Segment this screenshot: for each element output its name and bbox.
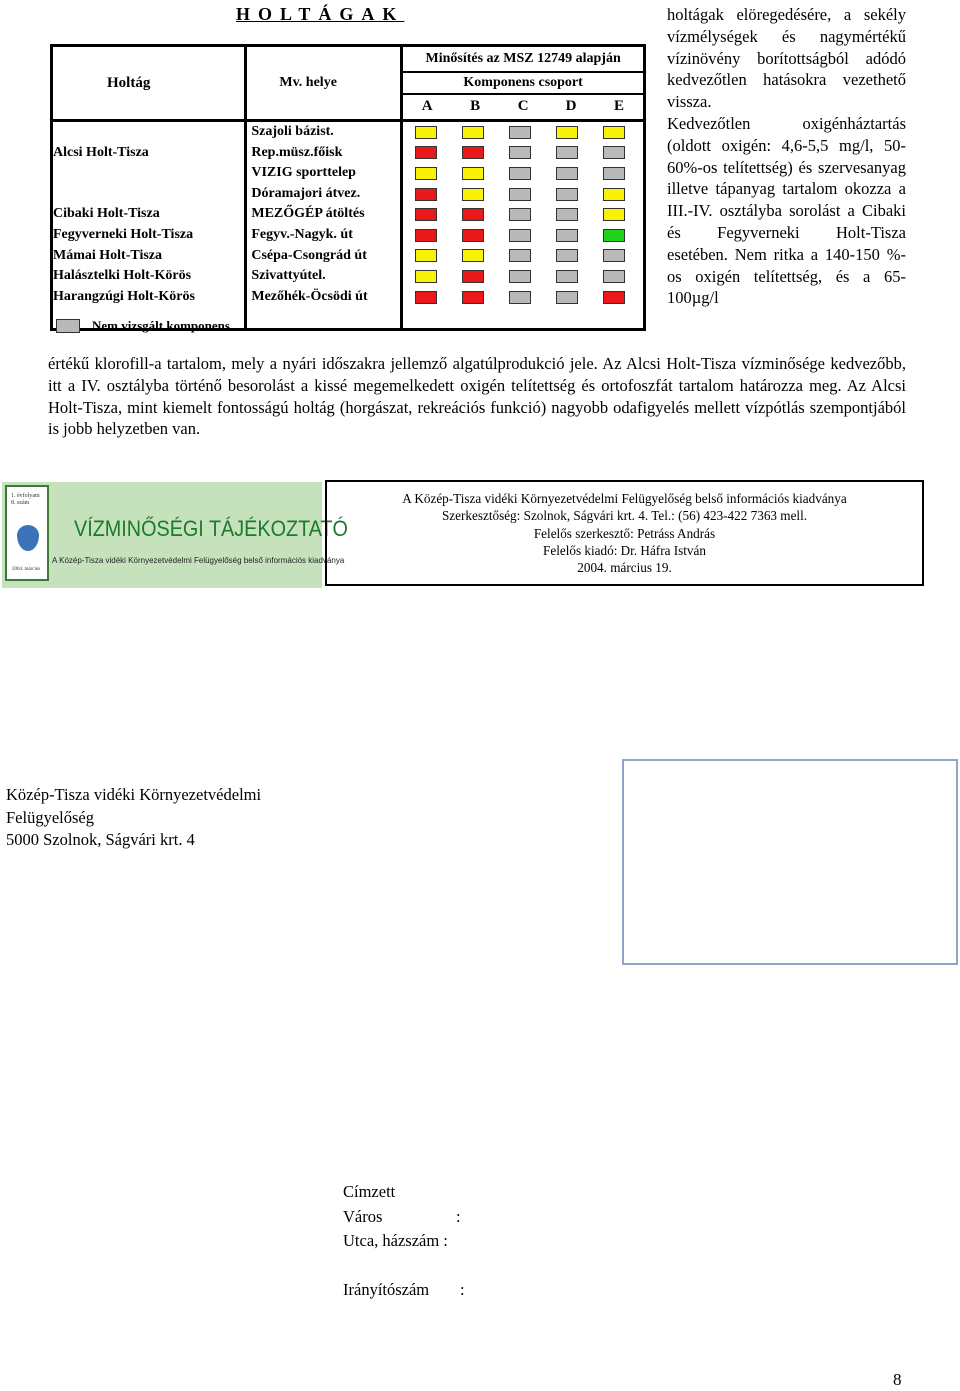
rating-row xyxy=(403,122,643,143)
rating-box xyxy=(415,229,437,242)
ratings-cell xyxy=(402,121,645,330)
rating-box xyxy=(556,270,578,283)
thumb-issue: 1. évfolyam 8. szám xyxy=(11,493,40,506)
rating-box xyxy=(415,188,437,201)
rating-box xyxy=(415,208,437,221)
sender-line: 5000 Szolnok, Ságvári krt. 4 xyxy=(6,830,195,849)
header-quality xyxy=(402,46,645,121)
rating-box xyxy=(462,188,484,201)
holtag-name xyxy=(53,184,244,205)
page-number: 8 xyxy=(893,1370,902,1389)
rating-row xyxy=(403,163,643,184)
column-label: E xyxy=(614,98,625,114)
names-cell xyxy=(52,121,246,330)
rating-box xyxy=(509,208,531,221)
rating-box xyxy=(603,146,625,159)
info-line: 2004. március 19. xyxy=(577,560,672,576)
rating-box xyxy=(556,208,578,221)
rating-row xyxy=(403,143,643,164)
rating-box xyxy=(462,126,484,139)
rating-row xyxy=(403,287,643,308)
thumb-date: 2004. március xyxy=(12,567,41,572)
monitoring-location: MEZŐGÉP átöltés xyxy=(251,206,365,222)
header-columns xyxy=(403,95,643,117)
quality-table xyxy=(50,44,646,331)
rating-box xyxy=(603,188,625,201)
rating-box xyxy=(509,146,531,159)
banner-subtitle: A Közép-Tisza vidéki Környezetvédelmi Felügyelőség belső információs kiadványa xyxy=(52,556,345,565)
holtag-name: Cibaki Holt-Tisza xyxy=(53,206,160,222)
legend-label: Nem vizsgált komponens xyxy=(92,318,230,333)
rating-box xyxy=(462,167,484,180)
info-line: Felelős szerkesztő: Petráss András xyxy=(533,525,716,541)
rating-box xyxy=(509,188,531,201)
recipient-title: Címzett xyxy=(343,1182,396,1201)
header-mv: Mv. helye xyxy=(246,46,402,121)
rating-box xyxy=(415,126,437,139)
holtag-name: Harangzúgi Holt-Körös xyxy=(53,288,195,304)
rating-box xyxy=(462,229,484,242)
info-line: Szerkesztőség: Szolnok, Ságvári krt. 4. Tel.: (56) 423-422 7363 mell. xyxy=(441,508,808,524)
rating-box xyxy=(462,270,484,283)
rating-box xyxy=(509,167,531,180)
table-legend xyxy=(56,318,230,334)
rating-box xyxy=(415,167,437,180)
banner-title: VÍZMINŐSÉGI TÁJÉKOZTATÓ xyxy=(74,516,348,541)
rating-box xyxy=(603,291,625,304)
rating-box xyxy=(603,167,625,180)
sender-address xyxy=(6,784,261,852)
rating-box xyxy=(509,291,531,304)
rating-box xyxy=(509,270,531,283)
header-quality-label: Minősítés az MSZ 12749 alapján xyxy=(403,47,643,73)
locations-cell xyxy=(246,121,402,330)
city-label: Város xyxy=(343,1206,383,1226)
monitoring-location: Mezőhék-Öcsödi út xyxy=(251,288,368,304)
info-line: A Közép-Tisza vidéki Környezetvédelmi Felügyelőség belső információs kiadványa xyxy=(402,491,847,506)
water-drop-icon xyxy=(17,525,39,551)
rating-box xyxy=(509,126,531,139)
monitoring-location: Csépa-Csongrád út xyxy=(251,247,367,263)
monitoring-location: Szajoli bázist. xyxy=(251,124,334,139)
main-paragraph: értékű klorofill-a tartalom, mely a nyári időszakra jellemző algatúlprodukció jele. Az Alcsi Holt-Tisza vízminősége kedvezőbb, itt a IV. osztályba történő besorolást a kissé megemelkedett oxigén telítettség és ortofoszfát tartalom határozza meg. Az Alcsi Holt-Tisza, mint kiemelt fontosságú holtág (horgászat, rekreációs funkció) nagyobb odafigyelés mellett vízpótlás szempontjából is jobb helyzetben van. xyxy=(48,354,906,439)
legend-gray-swatch xyxy=(56,319,80,333)
rating-box xyxy=(462,146,484,159)
publication-info-box xyxy=(325,480,924,586)
holtag-name: Mámai Holt-Tisza xyxy=(53,247,163,263)
monitoring-location: Rep.müsz.főisk xyxy=(251,144,343,160)
holtag-name: Halásztelki Holt-Körös xyxy=(53,268,192,284)
monitoring-location: Szivattyútel. xyxy=(251,268,326,284)
sender-line: Felügyelőség xyxy=(6,807,94,827)
holtag-name: Fegyverneki Holt-Tisza xyxy=(53,226,194,242)
holtag-name xyxy=(53,163,244,184)
column-label: A xyxy=(421,98,433,114)
rating-box xyxy=(603,249,625,262)
rating-box xyxy=(415,146,437,159)
rating-row xyxy=(403,246,643,267)
quality-table-area xyxy=(50,44,646,340)
rating-row xyxy=(403,184,643,205)
recipient-block xyxy=(343,1180,465,1302)
side-text xyxy=(667,4,906,309)
street-field xyxy=(343,1229,465,1254)
rating-box xyxy=(462,249,484,262)
monitoring-location: Dóramajori átvez. xyxy=(251,185,361,201)
rating-row xyxy=(403,204,643,225)
holtag-name xyxy=(53,122,244,143)
rating-box xyxy=(509,249,531,262)
cover-thumbnail xyxy=(5,485,49,581)
info-line: Felelős kiadó: Dr. Háfra István xyxy=(543,542,706,558)
holtag-name: Alcsi Holt-Tisza xyxy=(53,144,149,160)
column-label: C xyxy=(517,98,529,114)
column-label: B xyxy=(470,98,481,114)
column-label: D xyxy=(565,98,577,114)
stamp-box xyxy=(622,759,958,965)
street-label: Utca, házszám xyxy=(343,1231,440,1250)
monitoring-location: VIZIG sporttelep xyxy=(251,165,356,181)
rating-box xyxy=(556,167,578,180)
rating-box xyxy=(415,249,437,262)
rating-box xyxy=(603,229,625,242)
rating-box xyxy=(556,291,578,304)
city-field xyxy=(343,1205,465,1230)
rating-box xyxy=(603,126,625,139)
side-paragraph: holtágak elöregedésére, a sekély vízmélységek és nagymértékű vízinövény borítottságból adódó kedvezőtlen hatásokra vezethető vissza. xyxy=(667,5,906,112)
rating-box xyxy=(415,270,437,283)
rating-box xyxy=(556,249,578,262)
zip-field xyxy=(343,1278,465,1303)
table-title: HOLTÁGAK xyxy=(236,4,405,24)
rating-box xyxy=(556,126,578,139)
rating-row xyxy=(403,225,643,246)
rating-box xyxy=(603,270,625,283)
rating-row xyxy=(403,266,643,287)
rating-box xyxy=(556,146,578,159)
side-paragraph: Kedvezőtlen oxigénháztartás (oldott oxigén: 4,6-5,5 mg/l, 50-60%-os telítettség) és szervesanyag illetve tápanyag tartalom okozza a III.-IV. osztályba sorolást a Cibaki és Fegyverneki Holt-Tisza esetében. Nem ritka a 140-150 %-os oxigén telítettség, és a 65-100µg/l xyxy=(667,113,906,308)
rating-box xyxy=(556,229,578,242)
colon: : xyxy=(460,1279,465,1299)
rating-box xyxy=(603,208,625,221)
colon: : xyxy=(456,1206,461,1226)
newsletter-banner xyxy=(2,482,348,588)
sender-line: Közép-Tisza vidéki Környezetvédelmi xyxy=(6,785,262,804)
rating-box xyxy=(509,229,531,242)
monitoring-location: Fegyv.-Nagyk. út xyxy=(251,226,353,242)
header-group-label: Komponens csoport xyxy=(403,73,643,95)
zip-label: Irányítószám xyxy=(343,1279,430,1299)
rating-box xyxy=(415,291,437,304)
header-holtag: Holtág xyxy=(52,46,246,121)
rating-box xyxy=(462,208,484,221)
colon: : xyxy=(443,1231,448,1250)
rating-box xyxy=(556,188,578,201)
rating-box xyxy=(462,291,484,304)
